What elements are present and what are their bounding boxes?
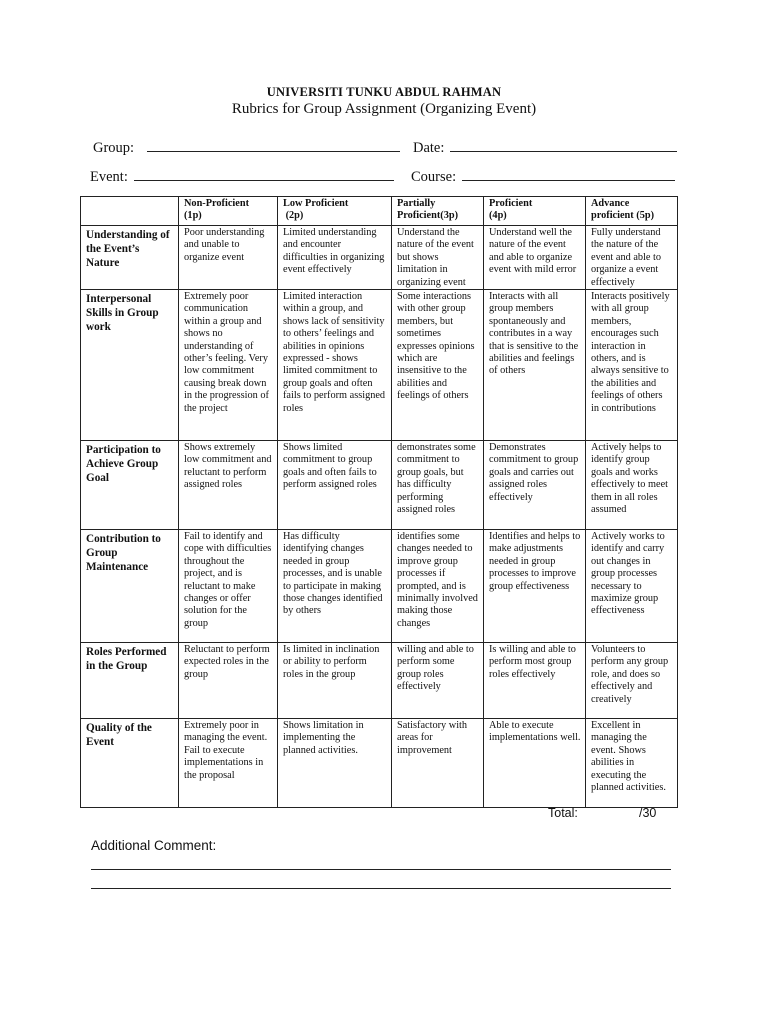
course-field: [411, 166, 675, 186]
rubric-cell: Fully understand the nature of the event and able to organize a event effectively: [586, 226, 678, 290]
rubric-cell: Shows extremely low commitment and reluctant to perform assigned roles: [179, 441, 278, 530]
rubric-row-contribution: [81, 530, 678, 643]
criterion-cell: Understanding of the Event’s Nature: [81, 226, 179, 290]
column-header-advance-proficient: Advance proficient (5p): [586, 197, 678, 226]
criterion-cell: Contribution to Group Maintenance: [81, 530, 179, 643]
date-field: [413, 137, 677, 157]
rubric-cell: Reluctant to perform expected roles in the group: [179, 643, 278, 719]
comment-line[interactable]: [91, 888, 671, 889]
rubric-cell: Shows limited commitment to group goals and often fails to perform assigned roles: [278, 441, 392, 530]
criterion-header-cell: [81, 197, 179, 226]
rubric-cell: Poor understanding and unable to organize event: [179, 226, 278, 290]
rubric-cell: identifies some changes needed to improve group processes if prompted, and is minimally involved making those changes: [392, 530, 484, 643]
criterion-cell: Participation to Achieve Group Goal: [81, 441, 179, 530]
rubric-cell: Interacts with all group members spontaneously and contributes in a way that is sensitive to the abilities and feelings of others: [484, 290, 586, 441]
course-label: Course:: [411, 169, 457, 185]
rubric-cell: Extremely poor in managing the event. Fail to execute implementations in the proposal: [179, 719, 278, 808]
course-blank-line[interactable]: [462, 166, 675, 181]
rubric-cell: Understand well the nature of the event and able to organize event with mild error: [484, 226, 586, 290]
group-field: [93, 137, 400, 157]
group-label: Group:: [93, 140, 135, 156]
rubric-cell: Is willing and able to perform most group roles effectively: [484, 643, 586, 719]
rubric-cell: Is limited in inclination or ability to perform roles in the group: [278, 643, 392, 719]
rubric-cell: demonstrates some commitment to group goals, but has difficulty performing assigned roles: [392, 441, 484, 530]
rubric-row-roles: [81, 643, 678, 719]
rubric-cell: Some interactions with other group members, but sometimes expresses opinions which are insensitive to the abilities and feelings of others: [392, 290, 484, 441]
rubric-cell: Actively helps to identify group goals and works effectively to meet them in all roles assumed: [586, 441, 678, 530]
total-out-of: /30: [639, 806, 657, 820]
university-name: UNIVERSITI TUNKU ABDUL RAHMAN: [266, 85, 502, 99]
total-score: [548, 806, 660, 820]
rubric-row-participation: [81, 441, 678, 530]
rubric-cell: Satisfactory with areas for improvement: [392, 719, 484, 808]
rubric-cell: Fail to identify and cope with difficulties throughout the project, and is reluctant to make changes or offer solution for the group: [179, 530, 278, 643]
rubric-row-quality: [81, 719, 678, 808]
rubric-cell: Demonstrates commitment to group goals and carries out assigned roles effectively: [484, 441, 586, 530]
column-header-low-proficient: Low Proficient (2p): [278, 197, 392, 226]
rubric-cell: Extremely poor communication within a group and shows no understanding of other’s feeling. Very low commitment causing break down in the progression of the project: [179, 290, 278, 441]
rubric-cell: Limited interaction within a group, and shows lack of sensitivity to others’ feelings and abilities in opinions expressed - shows limited commitment to group goals and often fails to perform assigned roles: [278, 290, 392, 441]
rubric-cell: Understand the nature of the event but shows limitation in organizing event: [392, 226, 484, 290]
event-label: Event:: [90, 169, 128, 185]
total-label: Total:: [548, 806, 578, 820]
rubric-cell: Interacts positively with all group members, encourages such interaction in others, and is always sensitive to the abilities and feelings of others in contributions: [586, 290, 678, 441]
rubric-cell: Has difficulty identifying changes needed in group processes, and is unable to participate in making those changes identified by others: [278, 530, 392, 643]
rubric-cell: Able to execute implementations well.: [484, 719, 586, 808]
rubric-cell: Shows limitation in implementing the planned activities.: [278, 719, 392, 808]
criterion-cell: Interpersonal Skills in Group work: [81, 290, 179, 441]
date-blank-line[interactable]: [450, 137, 677, 152]
date-label: Date:: [413, 140, 445, 156]
column-header-proficient: Proficient (4p): [484, 197, 586, 226]
rubric-cell: Volunteers to perform any group role, and does so effectively and creatively: [586, 643, 678, 719]
document-subtitle: Rubrics for Group Assignment (Organizing Event): [231, 101, 537, 117]
additional-comment-label: Additional Comment:: [91, 838, 217, 853]
rubric-cell: Identifies and helps to make adjustments needed in group processes to improve group effectiveness: [484, 530, 586, 643]
criterion-cell: Quality of the Event: [81, 719, 179, 808]
event-field: [90, 166, 394, 186]
rubric-table: [80, 196, 678, 808]
rubric-cell: Actively works to identify and carry out changes in group processes necessary to maximize group effectiveness: [586, 530, 678, 643]
rubric-header-row: [81, 197, 678, 226]
event-blank-line[interactable]: [134, 166, 394, 181]
group-blank-line[interactable]: [147, 137, 400, 152]
rubric-cell: Limited understanding and encounter difficulties in organizing event effectively: [278, 226, 392, 290]
rubric-row-understanding: [81, 226, 678, 290]
rubric-row-interpersonal: [81, 290, 678, 441]
column-header-partially-proficient: Partially Proficient(3p): [392, 197, 484, 226]
criterion-cell: Roles Performed in the Group: [81, 643, 179, 719]
rubric-cell: willing and able to perform some group roles effectively: [392, 643, 484, 719]
rubric-cell: Excellent in managing the event. Shows abilities in executing the planned activities.: [586, 719, 678, 808]
column-header-non-proficient: Non-Proficient (1p): [179, 197, 278, 226]
comment-line[interactable]: [91, 869, 671, 870]
